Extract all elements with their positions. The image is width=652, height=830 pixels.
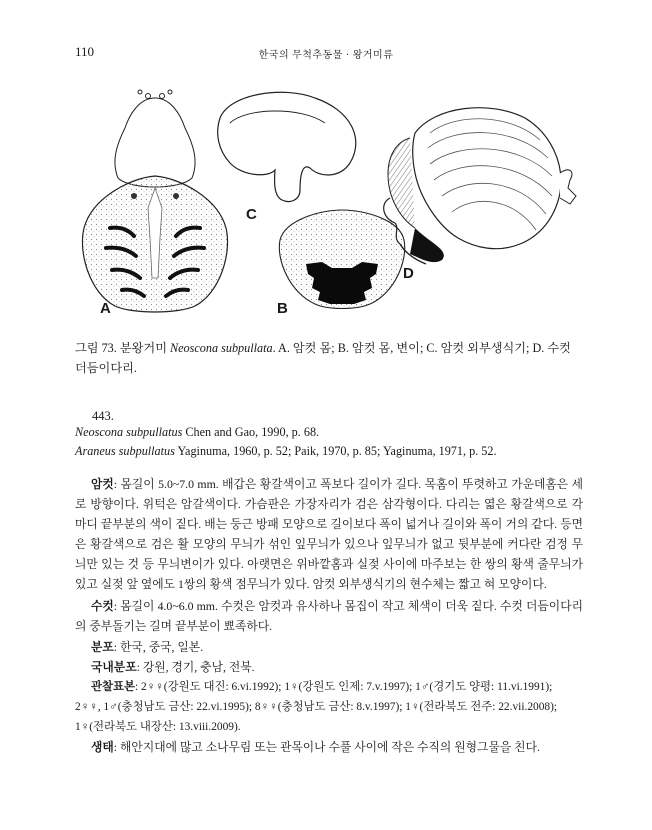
caption-prefix: 그림 73. 분왕거미 (75, 341, 171, 355)
ecology-label: 생태 (91, 740, 114, 754)
material-line-2: 2♀♀, 1♂(충청남도 금산: 22.vi.1995); 8♀♀(충청남도 금산: 8.v.1997); 1♀(전라북도 전주: 22.vii.2008); (75, 701, 558, 713)
material-line-1 (91, 678, 552, 694)
page-number: 110 (75, 44, 95, 59)
ecology-text: : 해안지대에 많고 소나무림 또는 관목이나 수풀 사이에 작은 수직의 원형그물을 친다. (113, 740, 540, 754)
figure-73 (70, 78, 580, 323)
male-label: 수컷 (91, 599, 114, 613)
figure-c-drawing (218, 92, 356, 201)
female-text: : 몸길이 5.0~7.0 mm. 배갑은 황갈색이고 폭보다 길이가 길다. 목홈이 뚜렷하고 가운데홈은 세로 방향이다. 위턱은 암갈색이다. 가슴판은 가장자리가 검은 삼각형이다. 다리는 엷은 황갈색으로 각 마디 끝부분의 색이 짙다. 배는 둥근 방패 모양으로 길이보다 폭이 넓거나 길이와 폭이 거의 같다. 등면은 황갈색으로 검은 활 모양의 무늬가 섞인 잎무늬가 있으나 잎무늬가 없고 뒷부분에 커다란 검정 무늬만 있는 것 등 무늬변이가 있다. 아랫면은 위바깥홈과 실젖 사이에 마주보는 한 쌍의 황색 줄무늬가 있고 실젖 앞 옆에도 1쌍의 황색 점무늬가 있다. 암컷 외부생식기의 현수체는 짧고 혀 모양이다. (75, 477, 583, 591)
entry-number: 443. (92, 409, 114, 423)
figure-label-a: A (100, 300, 111, 317)
caption-species: Neoscona subpullata (170, 341, 273, 355)
male-description (75, 596, 583, 636)
figure-d-drawing (384, 108, 576, 264)
synonym-line-1 (75, 425, 319, 440)
distribution-line (91, 638, 203, 655)
synonym-line-2 (75, 444, 497, 459)
figure-caption (75, 338, 585, 378)
synonym-2-name: Araneus subpullatus (75, 444, 175, 458)
running-head: 한국의 무척추동물 · 왕거미류 (258, 50, 394, 61)
synonym-1-name: Neoscona subpullatus (75, 425, 183, 439)
synonym-2-citation: Yaginuma, 1960, p. 52; Paik, 1970, p. 85; Yaginuma, 1971, p. 52. (174, 444, 497, 458)
spider-illustration (70, 78, 580, 323)
material-line-3: 1♀(전라북도 내장산: 13.viii.2009). (75, 721, 241, 733)
figure-a-drawing (82, 90, 227, 312)
domestic-distribution-label: 국내분포 (91, 660, 137, 674)
figure-label-c: C (246, 206, 257, 223)
domestic-distribution-line (91, 658, 255, 675)
distribution-label: 분포 (91, 640, 114, 654)
caption-suffix: . A. 암컷 몸; B. 암컷 몸, 변이; C. 암컷 외부생식기; D. 수컷 더듬이다리. (75, 341, 571, 375)
distribution-text: : 한국, 중국, 일본. (113, 640, 204, 654)
figure-b-drawing (279, 210, 404, 309)
female-label: 암컷 (91, 477, 114, 491)
female-description (75, 474, 583, 594)
ecology-line (91, 738, 540, 755)
synonym-1-citation: Chen and Gao, 1990, p. 68. (182, 425, 320, 439)
figure-label-b: B (277, 300, 288, 317)
figure-label-d: D (403, 265, 414, 282)
material-text-1: : 2♀♀(강원도 대진: 6.vi.1992); 1♀(강원도 인제: 7.v.1997); 1♂(경기도 양평: 11.vi.1991); (135, 681, 553, 693)
domestic-distribution-text: : 강원, 경기, 충남, 전북. (136, 660, 255, 674)
male-text: : 몸길이 4.0~6.0 mm. 수컷은 암컷과 유사하나 몸집이 작고 체색이 더욱 짙다. 수컷 더듬이다리의 중부돌기는 길며 끝부분이 뾰족하다. (75, 599, 583, 633)
material-label: 관찰표본 (91, 681, 136, 693)
